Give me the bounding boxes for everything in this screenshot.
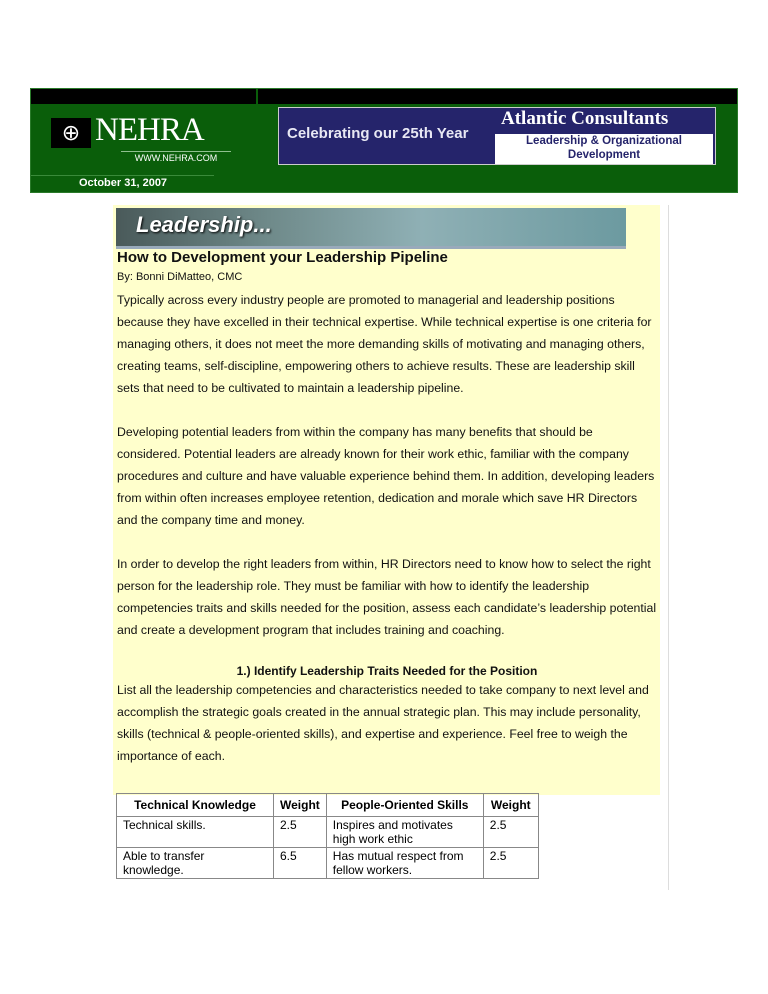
logo-url: WWW.NEHRA.COM [121,151,231,163]
column-header: People-Oriented Skills [326,794,483,817]
paragraph: List all the leadership competencies and characteristics needed to take company to next level and accomplish the strategic goals created in the annual strategic plan. This may include personality, skills (technical & people-oriented skills), and expertise and experience. Feel free to weigh the importance of each. [117,683,649,763]
ad-banner[interactable] [278,107,716,165]
table-cell: 2.5 [483,817,538,848]
table-cell: Able to transfer knowledge. [117,848,274,879]
logo-mark-icon: ⊕ [51,118,91,148]
paragraph: In order to develop the right leaders from within, HR Directors need to know how to select the right person for the leadership role. They must be familiar with how to identify the leadership competencies traits and skills needed for the position, assess each candidate’s leadership potential and create a development program that includes training and coaching. [117,557,657,637]
header-banner [30,88,738,193]
column-header: Weight [274,794,327,817]
banner-text: Leadership... [136,212,272,237]
column-header: Weight [483,794,538,817]
paragraph: Typically across every industry people are promoted to managerial and leadership positions because they have excelled in their technical expertise. While technical expertise is one criteria for managing others, it does not meet the more demanding skills of motivating and managing others, creating teams, self-discipline, empowering others to achieve results. These are leadership skill sets that need to be cultivated to maintain a leadership pipeline. [117,293,652,395]
section-heading: 1.) Identify Leadership Traits Needed for the Position [236,664,538,678]
nehra-logo[interactable] [51,112,231,164]
ad-company: Atlantic Consultants [501,108,669,129]
byline: By: Bonni DiMatteo, CMC [117,271,243,283]
article-area [113,205,660,795]
traits-table [116,793,539,879]
ad-celebrate: Celebrating our 25th Year [287,125,469,142]
article-title: How to Development your Leadership Pipeline [117,249,448,266]
divider [256,89,258,104]
divider [31,175,214,176]
table-row [117,848,539,879]
table-row [117,817,539,848]
table-cell: 6.5 [274,848,327,879]
table-cell: Inspires and motivates high work ethic [326,817,483,848]
logo-name: NEHRA [95,112,204,148]
table-header [117,794,539,817]
issue-date: October 31, 2007 [79,177,168,189]
divider [668,205,669,890]
top-bar [31,89,737,104]
table-cell: 2.5 [483,848,538,879]
table-cell: Has mutual respect from fellow workers. [326,848,483,879]
paragraph: Developing potential leaders from within the company has many benefits that should be considered. Potential leaders are already known for their work ethic, familiar with the company procedures and culture and have valuable experience behind them. In addition, developing leaders from within often increases employee retention, dedication and morale which save HR Directors and the company time and money. [117,425,655,527]
leadership-banner-image [116,208,626,249]
table-cell: 2.5 [274,817,327,848]
table-cell: Technical skills. [117,817,274,848]
ad-tagline: Leadership & Organizational Development [495,134,713,164]
column-header: Technical Knowledge [117,794,274,817]
